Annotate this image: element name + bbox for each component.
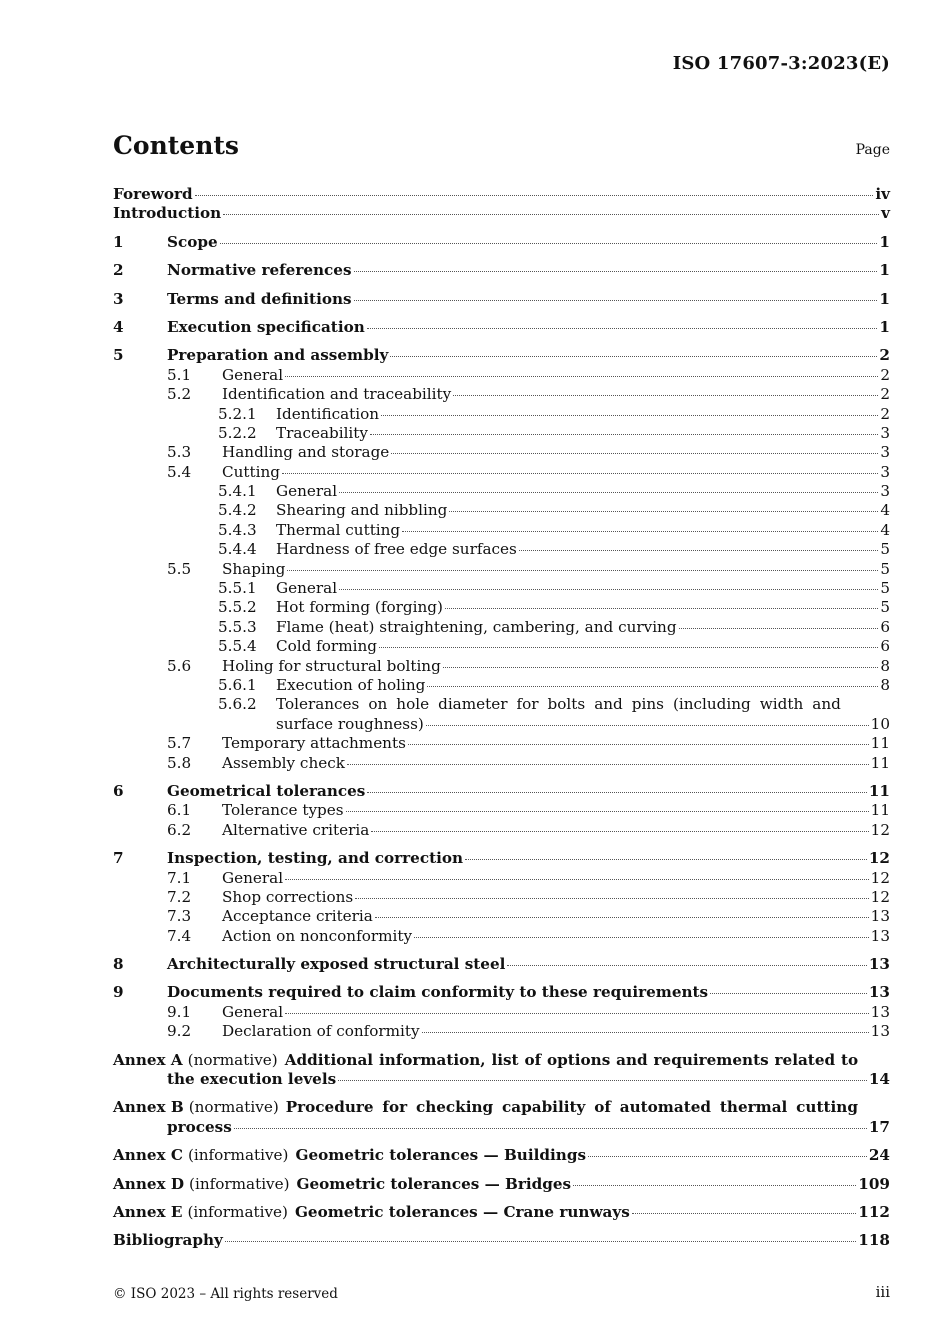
toc-entry-title: General (222, 1002, 284, 1021)
toc-entry-page: 13 (870, 926, 890, 945)
toc-entry[interactable] (113, 579, 890, 598)
toc-entry-page: 13 (870, 907, 890, 926)
toc-entry-title: General (276, 579, 338, 598)
toc-annex-entry[interactable] (113, 1175, 890, 1194)
toc-entry-number: 2 (113, 261, 124, 280)
dot-leader (225, 1241, 856, 1242)
toc-entry-number: 5.5.1 (218, 579, 257, 598)
toc-entry[interactable] (113, 385, 890, 404)
toc-entry-page: 2 (880, 385, 890, 404)
toc-entry-number: 5.8 (167, 753, 192, 772)
toc-entry-number: 5.5 (167, 559, 192, 578)
annex-title-continued: the execution levels (167, 1070, 337, 1089)
toc-entry[interactable] (113, 366, 890, 385)
toc-entry[interactable] (113, 424, 890, 443)
toc-entry-title: Architecturally exposed structural steel (167, 955, 506, 974)
toc-entry-title: Tolerances on hole diameter for bolts and pins (including width and (276, 695, 841, 714)
toc-entry-number: 5.5.4 (218, 637, 257, 656)
toc-entry-title: Inspection, testing, and correction (167, 849, 464, 868)
dot-leader (402, 531, 878, 532)
toc-entry[interactable] (113, 657, 890, 676)
page-number: iii (875, 1283, 890, 1301)
toc-entry[interactable] (113, 849, 890, 868)
dot-leader (285, 879, 869, 880)
toc-entry-number: 5.4.2 (218, 501, 257, 520)
toc-entry-title: Holing for structural bolting (222, 656, 441, 675)
annex-page: 112 (858, 1202, 890, 1221)
toc-entry[interactable] (113, 801, 890, 820)
dot-leader (367, 328, 878, 329)
toc-entry-page: 2 (880, 365, 890, 384)
toc-entry-page: 3 (880, 462, 890, 481)
toc-entry-title: Terms and definitions (167, 289, 352, 308)
toc-entry[interactable] (113, 463, 890, 482)
toc-entry-number: 7.1 (167, 868, 192, 887)
toc-entry[interactable] (113, 443, 890, 462)
dot-leader (355, 898, 868, 899)
toc-entry-title: Hardness of free edge surfaces (276, 540, 517, 559)
toc-entry-title: Declaration of conformity (222, 1022, 420, 1041)
dot-leader (354, 300, 878, 301)
toc-entry-page: 13 (868, 983, 890, 1002)
toc-entry-page: 1 (879, 232, 890, 251)
annex-title: Additional information, list of options and requirements related to (284, 1050, 859, 1069)
page-column-label: Page (855, 142, 890, 158)
dot-leader (519, 550, 879, 551)
toc-entry[interactable] (113, 1003, 890, 1022)
dot-leader (632, 1213, 857, 1214)
toc-entry[interactable] (113, 907, 890, 926)
toc-annex-entry[interactable] (113, 1203, 890, 1222)
annex-label: Annex C (113, 1146, 183, 1165)
toc-entry-page: 12 (868, 849, 890, 868)
toc-entry-number: 7.2 (167, 887, 192, 906)
toc-entry-number: 5 (113, 346, 124, 365)
toc-entry[interactable] (113, 261, 890, 280)
toc-entry-page: 11 (870, 734, 890, 753)
toc-entry-title: Temporary attachments (222, 734, 406, 753)
dot-leader (282, 473, 878, 474)
toc-entry-number: 5.6 (167, 656, 192, 675)
toc-entry[interactable] (113, 695, 890, 734)
toc-entry-title: Assembly check (222, 753, 345, 772)
copyright-notice: © ISO 2023 – All rights reserved (113, 1286, 338, 1302)
toc-entry-page: 2 (879, 346, 890, 365)
toc-entry-number: 5.2.2 (218, 423, 257, 442)
dot-leader (371, 831, 868, 832)
annex-page: 24 (868, 1146, 890, 1165)
toc-entry[interactable] (113, 927, 890, 946)
toc-entry[interactable] (113, 888, 890, 907)
dot-leader (427, 686, 878, 687)
toc-entry-title: Thermal cutting (276, 520, 401, 539)
toc-entry-page: 13 (870, 1002, 890, 1021)
toc-entry-page: 4 (880, 520, 890, 539)
annex-label: Annex B (113, 1098, 184, 1117)
dot-leader (354, 271, 878, 272)
toc-entry[interactable] (113, 782, 890, 801)
bibliography-title: Bibliography (113, 1231, 223, 1250)
toc-entry-title: Action on nonconformity (222, 926, 413, 945)
toc-entry-page: 13 (868, 955, 890, 974)
toc-entry-title: Traceability (276, 423, 368, 442)
toc-entry-title: Cutting (222, 462, 280, 481)
toc-entry-number: 7 (113, 849, 124, 868)
toc-entry-title: General (222, 868, 284, 887)
annex-page: 109 (858, 1174, 890, 1193)
toc-entry-title: General (276, 482, 338, 501)
toc-entry-page: 3 (880, 482, 890, 501)
dot-leader (443, 667, 879, 668)
annex-label: Annex D (113, 1174, 185, 1193)
dot-leader (507, 965, 866, 966)
toc-entry-line (113, 1070, 890, 1089)
toc-entry-page: 6 (880, 637, 890, 656)
toc-entry-title: Introduction (113, 204, 222, 223)
toc-entry[interactable] (113, 233, 890, 252)
toc-entry-number: 5.4.4 (218, 540, 257, 559)
toc-entry-number: 5.4.3 (218, 520, 257, 539)
toc-bibliography-entry[interactable] (113, 1231, 890, 1250)
dot-leader (426, 725, 869, 726)
toc-entry-title: Tolerance types (222, 801, 344, 820)
toc-entry[interactable] (113, 869, 890, 888)
toc-entry-page: 3 (880, 443, 890, 462)
dot-leader (465, 859, 867, 860)
toc-entry-page: 12 (870, 868, 890, 887)
dot-leader (588, 1156, 867, 1157)
toc-entry-page: 1 (879, 317, 890, 336)
toc-entry[interactable] (113, 482, 890, 501)
toc-entry-page: 12 (870, 820, 890, 839)
toc-entry-number: 5.5.3 (218, 617, 257, 636)
dot-leader (285, 1013, 869, 1014)
toc-entry[interactable] (113, 955, 890, 974)
toc-entry-title: Shearing and nibbling (276, 501, 448, 520)
page-title: Contents (113, 131, 240, 160)
dot-leader (449, 511, 878, 512)
toc-entry-title: Shop corrections (222, 887, 354, 906)
dot-leader (370, 434, 878, 435)
dot-leader (390, 356, 877, 357)
toc-entry-page: 8 (880, 675, 890, 694)
toc-annex-entry[interactable] (113, 1098, 890, 1137)
toc-entry-number: 7.4 (167, 926, 192, 945)
toc-entry[interactable] (113, 618, 890, 637)
dot-leader (414, 937, 869, 938)
toc-annex-entry[interactable] (113, 1051, 890, 1090)
dot-leader (339, 492, 878, 493)
dot-leader (375, 917, 869, 918)
toc-entry-title: Foreword (113, 185, 193, 203)
toc-entry-number: 5.6.2 (218, 695, 257, 714)
toc-entry[interactable] (113, 754, 890, 773)
dot-leader (379, 647, 878, 648)
toc-entry-line (113, 695, 890, 714)
toc-entry-page: 6 (880, 617, 890, 636)
toc-entry-number: 6.1 (167, 801, 192, 820)
toc-entry-title: Documents required to claim conformity to these requirements (167, 983, 709, 1002)
dot-leader (220, 243, 878, 244)
annex-kind: (informative) (187, 1202, 288, 1221)
document-id: ISO 17607-3:2023(E) (672, 53, 890, 74)
annex-title: Geometric tolerances — Crane runways (294, 1202, 630, 1221)
toc-entry-number: 9 (113, 983, 124, 1002)
dot-leader (347, 764, 869, 765)
bibliography-page: 118 (858, 1231, 890, 1250)
annex-title-continued: process (167, 1117, 232, 1136)
toc-entry-title-continued: surface roughness) (276, 714, 424, 733)
dot-leader (679, 628, 879, 629)
dot-leader (285, 376, 878, 377)
toc-entry-page: 3 (880, 423, 890, 442)
toc-entry[interactable] (113, 346, 890, 365)
toc-entry-number: 5.6.1 (218, 675, 257, 694)
toc-entry[interactable] (113, 734, 890, 753)
toc-entry-page: 1 (879, 289, 890, 308)
toc-entry[interactable] (113, 501, 890, 520)
annex-kind: (informative) (187, 1146, 289, 1165)
toc-entry-page: 8 (880, 656, 890, 675)
toc-entry-page: 13 (870, 1022, 890, 1041)
toc-entry-number: 5.4 (167, 462, 192, 481)
annex-kind: (normative) (188, 1098, 279, 1117)
annex-kind: (normative) (187, 1050, 278, 1069)
toc-annex-entry[interactable] (113, 1146, 890, 1165)
toc-entry-line (113, 715, 890, 734)
dot-leader (573, 1185, 856, 1186)
dot-leader (710, 993, 867, 994)
table-of-contents (113, 185, 890, 1251)
toc-entry-number: 5.2.1 (218, 404, 257, 423)
dot-leader (223, 214, 879, 215)
toc-entry-title: Identification and traceability (222, 385, 452, 404)
dot-leader (195, 195, 874, 196)
toc-entry-title: Flame (heat) straightening, cambering, and curving (276, 617, 677, 636)
dot-leader (453, 395, 878, 396)
annex-kind: (informative) (189, 1174, 290, 1193)
toc-entry-line (113, 1118, 890, 1137)
toc-entry-page: iv (875, 185, 890, 203)
toc-entry-title: Alternative criteria (222, 820, 370, 839)
toc-entry-title: Identification (276, 404, 380, 423)
dot-leader (408, 744, 869, 745)
toc-entry-title: Execution of holing (276, 675, 426, 694)
toc-entry[interactable] (113, 637, 890, 656)
toc-entry-number: 5.1 (167, 365, 192, 384)
toc-entry[interactable] (113, 821, 890, 840)
dot-leader (391, 453, 878, 454)
dot-leader (234, 1128, 867, 1129)
dot-leader (338, 1080, 867, 1081)
toc-entry-number: 9.2 (167, 1022, 192, 1041)
toc-entry-title: Geometrical tolerances (167, 781, 366, 800)
toc-entry-page: v (881, 204, 890, 223)
toc-entry-title: Cold forming (276, 637, 377, 656)
toc-entry-page: 11 (868, 781, 890, 800)
toc-entry-title: Handling and storage (222, 443, 390, 462)
toc-entry-page: 11 (870, 801, 890, 820)
toc-entry-number: 1 (113, 232, 124, 251)
toc-entry-number: 9.1 (167, 1002, 192, 1021)
toc-entry-title: Shaping (222, 559, 286, 578)
toc-entry[interactable] (113, 318, 890, 337)
toc-entry-page: 5 (880, 598, 890, 617)
toc-entry-number: 5.2 (167, 385, 192, 404)
toc-entry[interactable] (113, 598, 890, 617)
dot-leader (287, 570, 878, 571)
dot-leader (346, 811, 869, 812)
toc-entry-page: 12 (870, 887, 890, 906)
toc-entry-number: 7.3 (167, 907, 192, 926)
toc-entry-title: Execution specification (167, 317, 365, 336)
toc-entry-number: 5.4.1 (218, 482, 257, 501)
toc-entry[interactable] (113, 521, 890, 540)
toc-entry[interactable] (113, 540, 890, 559)
toc-entry[interactable] (113, 676, 890, 695)
annex-page: 17 (868, 1117, 890, 1136)
toc-entry-title: Preparation and assembly (167, 346, 389, 365)
toc-entry-number: 6 (113, 781, 124, 800)
annex-title: Geometric tolerances — Bridges (296, 1174, 572, 1193)
toc-entry[interactable] (113, 560, 890, 579)
toc-entry[interactable] (113, 1022, 890, 1041)
toc-entry-title: Acceptance criteria (222, 907, 373, 926)
toc-entry-title: Hot forming (forging) (276, 598, 443, 617)
annex-title: Procedure for checking capability of automated thermal cutting (285, 1098, 858, 1117)
annex-label: Annex A (113, 1050, 183, 1069)
toc-entry-title: Scope (167, 232, 218, 251)
toc-entry-number: 5.5.2 (218, 598, 257, 617)
toc-entry-page: 4 (880, 501, 890, 520)
dot-leader (445, 608, 878, 609)
toc-entry[interactable] (113, 983, 890, 1002)
dot-leader (339, 589, 878, 590)
toc-entry[interactable] (113, 405, 890, 424)
toc-entry-number: 3 (113, 289, 124, 308)
toc-entry[interactable] (113, 185, 890, 204)
toc-entry-number: 4 (113, 317, 124, 336)
toc-entry[interactable] (113, 290, 890, 309)
toc-entry-number: 8 (113, 955, 124, 974)
toc-entry-page: 2 (880, 404, 890, 423)
toc-entry-page: 10 (870, 714, 890, 733)
toc-entry-number: 6.2 (167, 820, 192, 839)
toc-entry-title: Normative references (167, 261, 352, 280)
annex-title: Geometric tolerances — Buildings (295, 1146, 586, 1165)
toc-entry-page: 5 (880, 559, 890, 578)
toc-entry-line (113, 1051, 890, 1070)
toc-entry-page: 5 (880, 579, 890, 598)
toc-entry-title: General (222, 365, 284, 384)
toc-entry-number: 5.7 (167, 734, 192, 753)
dot-leader (422, 1032, 869, 1033)
toc-entry-page: 1 (879, 261, 890, 280)
toc-entry-page: 5 (880, 540, 890, 559)
dot-leader (381, 415, 878, 416)
toc-entry-number: 5.3 (167, 443, 192, 462)
toc-entry[interactable] (113, 204, 890, 223)
dot-leader (367, 792, 867, 793)
annex-page: 14 (868, 1070, 890, 1089)
annex-label: Annex E (113, 1202, 183, 1221)
toc-entry-page: 11 (870, 753, 890, 772)
toc-entry-line (113, 1098, 890, 1117)
